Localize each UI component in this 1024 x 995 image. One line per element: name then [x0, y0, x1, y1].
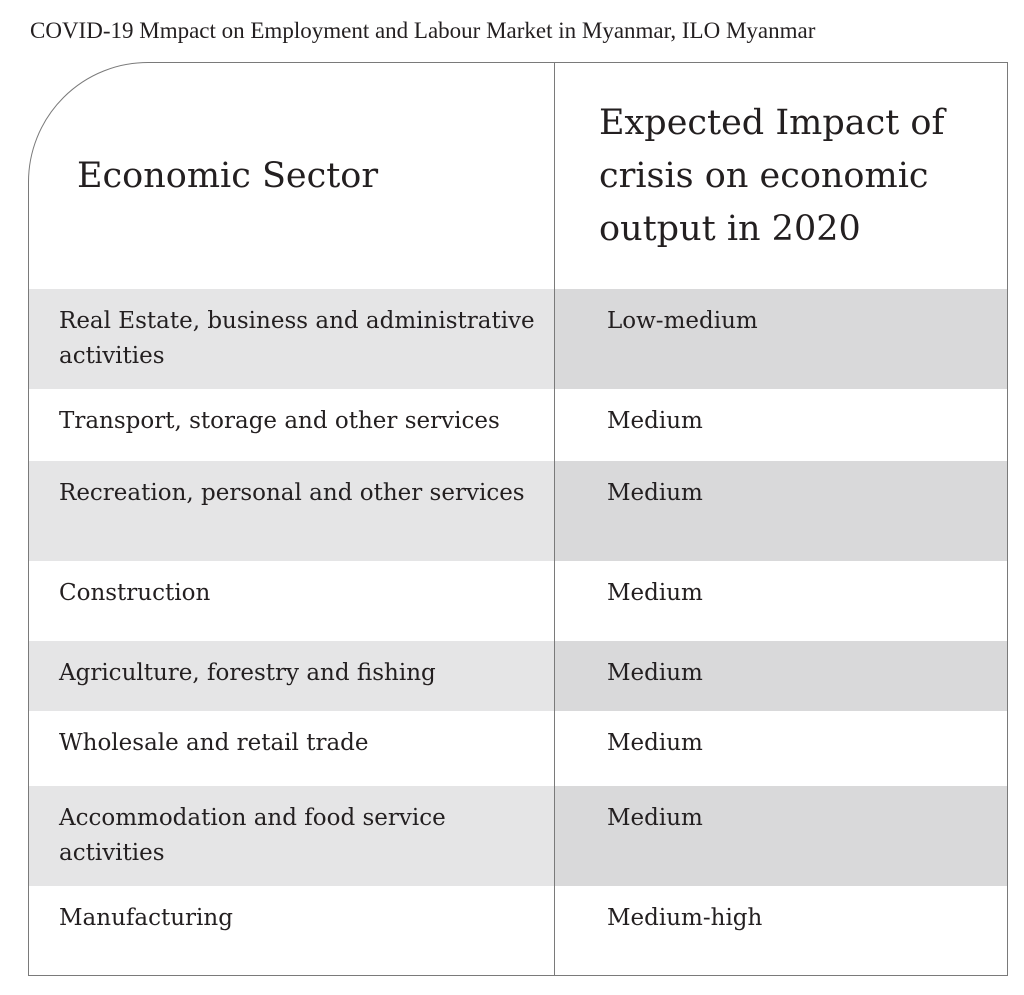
impact-cell: Medium	[555, 786, 1008, 886]
table-row	[29, 561, 1007, 641]
sector-impact-table	[28, 62, 1008, 976]
impact-cell: Low-medium	[555, 289, 1008, 389]
table-row	[29, 461, 1007, 561]
impact-cell: Medium	[607, 580, 703, 606]
table-body	[29, 289, 1007, 976]
table-row	[29, 641, 1007, 711]
sector-cell: Real Estate, business and administrative activities	[59, 308, 535, 369]
table-row	[29, 289, 1007, 389]
impact-cell: Medium	[607, 730, 703, 756]
sector-cell: Agriculture, forestry and fishing	[59, 660, 436, 686]
column-divider	[554, 63, 555, 975]
header-economic-sector	[29, 63, 554, 289]
impact-cell: Medium	[555, 641, 1008, 711]
impact-cell: Medium	[607, 408, 703, 434]
sector-cell: Manufacturing	[59, 905, 233, 931]
figure-caption: COVID-19 Mmpact on Employment and Labour Market in Myanmar, ILO Myanmar	[30, 18, 816, 43]
sector-cell: Transport, storage and other services	[59, 408, 500, 434]
table-row	[29, 786, 1007, 886]
sector-cell: Recreation, personal and other services	[59, 480, 525, 506]
sector-cell: Wholesale and retail trade	[59, 730, 369, 756]
header-economic-sector-label: Economic Sector	[77, 156, 379, 196]
impact-cell: Medium-high	[607, 905, 763, 931]
impact-cell: Medium	[555, 461, 1008, 561]
sector-cell: Accommodation and food service activities	[59, 805, 446, 866]
table-row	[29, 711, 1007, 786]
sector-cell: Construction	[59, 580, 211, 606]
table-row	[29, 389, 1007, 461]
table-row	[29, 886, 1007, 976]
header-expected-impact-label: Expected Impact of crisis on economic output in 2020	[599, 102, 945, 249]
header-expected-impact	[555, 63, 1008, 289]
